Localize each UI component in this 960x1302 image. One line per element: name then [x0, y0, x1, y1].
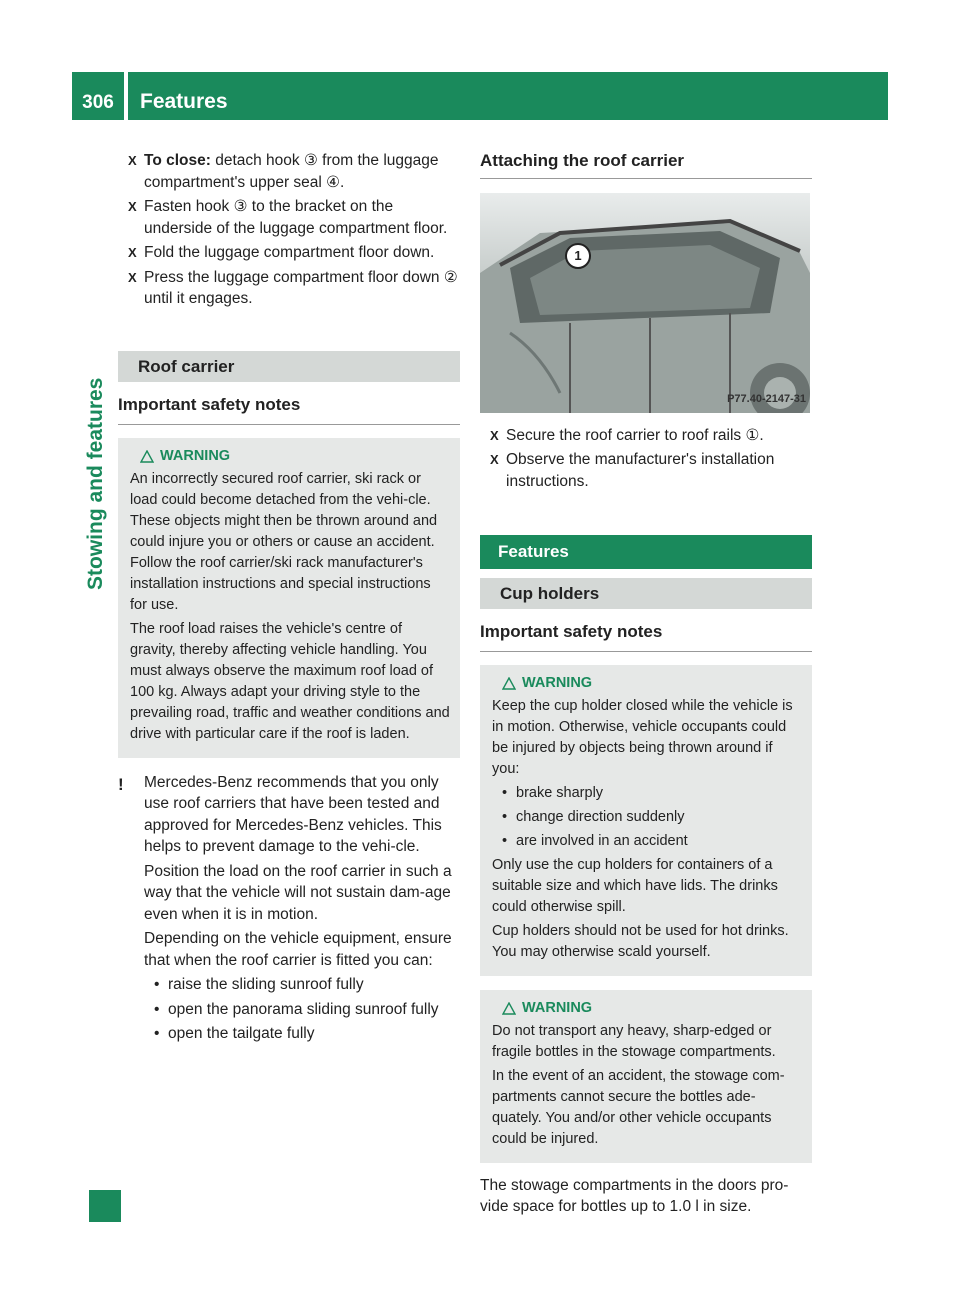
warning-box	[480, 665, 812, 976]
side-section-title: Stowing and features	[84, 377, 107, 590]
warning-title: WARNING	[492, 673, 802, 694]
list-item: • open the panorama sliding sunroof fully	[144, 999, 460, 1021]
exclamation-icon: !	[118, 774, 124, 794]
list-item: • raise the sliding sunroof fully	[144, 974, 460, 996]
step-item: X Observe the manufacturer's installation instructions.	[490, 451, 775, 490]
closing-paragraph: The stowage compartments in the doors pro-vide space for bottles up to 1.0 l in size.	[480, 1176, 789, 1215]
image-code: P77.40-2147-31	[727, 393, 806, 405]
attach-heading: Attaching the roof carrier	[480, 150, 812, 179]
step-item: X Fold the luggage compartment floor down.	[128, 244, 435, 261]
side-marker	[89, 1190, 121, 1222]
car-illustration	[480, 193, 810, 413]
note-paragraph: Mercedes-Benz recommends that you only use roof carriers that have been tested and approved for Mercedes-Benz vehicles. This helps to prevent damage to the vehi-cle.	[144, 773, 442, 855]
warning-title: WARNING	[492, 998, 802, 1019]
safety-heading: Important safety notes	[480, 609, 812, 652]
warning-triangle-icon	[502, 1002, 516, 1015]
warning-box	[480, 990, 812, 1163]
step-item: X Secure the roof carrier to roof rails ①.	[490, 426, 764, 444]
note-paragraph: Position the load on the roof carrier in such a way that the vehicle will not sustain dam-age even when it is in motion.	[144, 862, 452, 923]
warning-paragraph: In the event of an accident, the stowage com-partments cannot secure the bottles ade-quately. You and/or other vehicle occupants could be injured.	[492, 1067, 785, 1147]
list-item: • brake sharply	[492, 783, 802, 804]
step-item: X Fasten hook ③ to the bracket on the underside of the luggage compartment floor.	[128, 198, 448, 237]
warning-paragraph: Do not transport any heavy, sharp-edged or fragile bottles in the stowage compartments.	[492, 1022, 776, 1060]
step-item: X Press the luggage compartment floor down ② until it engages.	[128, 268, 458, 307]
warning-triangle-icon	[140, 450, 154, 463]
section-title-roof-carrier: Roof carrier	[118, 351, 460, 383]
safety-heading: Important safety notes	[118, 382, 460, 425]
warning-box	[118, 438, 460, 758]
list-item: • open the tailgate fully	[144, 1023, 460, 1045]
roof-carrier-image	[480, 193, 810, 413]
list-item: • change direction suddenly	[492, 807, 802, 828]
left-column	[118, 150, 460, 1048]
warning-paragraph: Keep the cup holder closed while the vehicle is in motion. Otherwise, vehicle occupants could be injured by objects being thrown around if you:	[492, 697, 793, 777]
section-title-cup-holders: Cup holders	[480, 578, 812, 610]
warning-paragraph: An incorrectly secured roof carrier, ski rack or load could become detached from the vehi-cle. These objects might then be thrown around and could injure you or others or cause an accident. Follow the roof carrier/ski rack manufacturer's installation instructions and special instructions for use.	[130, 470, 438, 613]
page-number: 306	[72, 72, 124, 120]
step-item: X To close: detach hook ③ from the luggage compartment's upper seal ④.	[128, 152, 439, 191]
warning-paragraph: Only use the cup holders for containers of a suitable size and which have lids. The drinks could otherwise spill.	[492, 856, 778, 915]
note-paragraph: Depending on the vehicle equipment, ensure that when the roof carrier is fitted you can:	[144, 930, 452, 969]
callout-1: 1	[565, 243, 591, 269]
right-column	[480, 150, 812, 1218]
list-item: • are involved in an accident	[492, 831, 802, 852]
warning-paragraph: Cup holders should not be used for hot drinks. You may otherwise scald yourself.	[492, 922, 789, 960]
warning-triangle-icon	[502, 677, 516, 690]
warning-title: WARNING	[130, 446, 450, 467]
warning-paragraph: The roof load raises the vehicle's centre of gravity, thereby affecting vehicle handling. You must always observe the maximum roof load of 100 kg. Always adapt your driving style to the prevailing road, traffic and weather conditions and drive with particular care if the roof is laden.	[130, 620, 450, 742]
note-block	[118, 772, 460, 1045]
chapter-title: Features	[128, 72, 888, 120]
features-section-bar: Features	[480, 535, 812, 569]
